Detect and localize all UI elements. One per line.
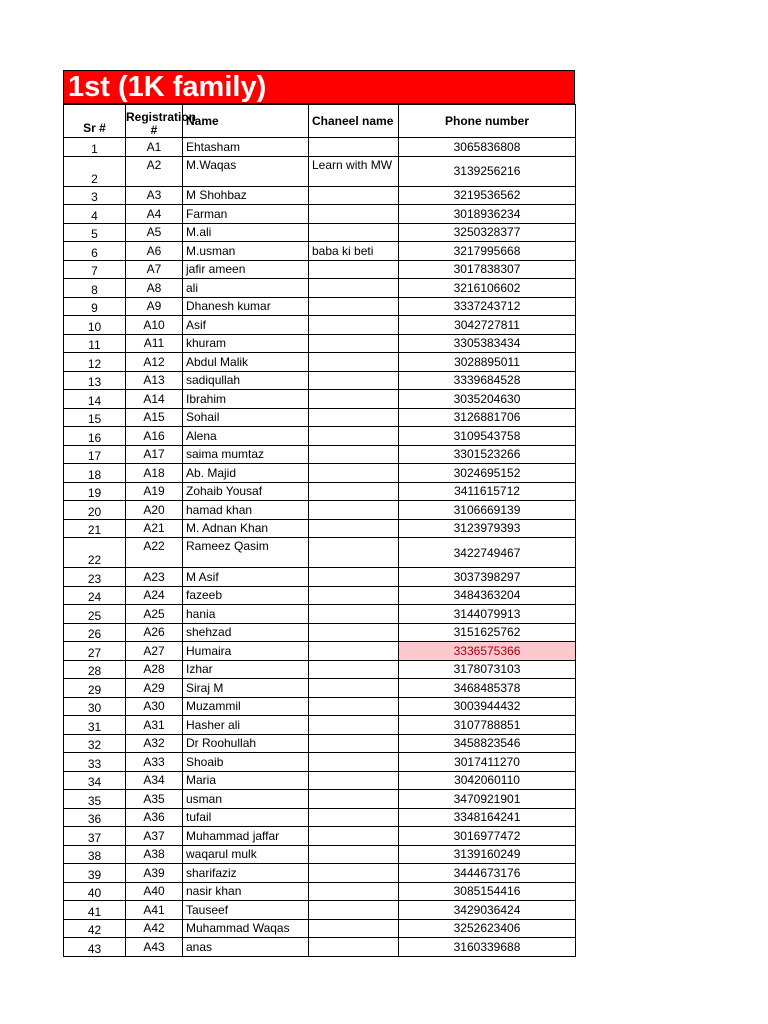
cell-name[interactable]: sharifaziz (183, 864, 309, 883)
cell-name[interactable]: M Shohbaz (183, 186, 309, 205)
cell-name[interactable]: waqarul mulk (183, 845, 309, 864)
cell-phone[interactable]: 3458823546 (399, 734, 576, 753)
table-row (64, 660, 576, 679)
cell-sr[interactable]: 40 (64, 882, 126, 901)
table-row (64, 679, 576, 698)
cell-name[interactable]: Humaira (183, 642, 309, 661)
table-row (64, 919, 576, 938)
cell-channel[interactable] (309, 938, 399, 957)
cell-channel[interactable] (309, 827, 399, 846)
cell-registration[interactable]: A25 (126, 605, 183, 624)
cell-registration[interactable]: A33 (126, 753, 183, 772)
cell-phone[interactable]: 3444673176 (399, 864, 576, 883)
cell-channel[interactable] (309, 568, 399, 587)
cell-channel[interactable] (309, 538, 399, 568)
cell-phone[interactable]: 3028895011 (399, 353, 576, 372)
cell-phone[interactable]: 3217995668 (399, 242, 576, 261)
cell-registration[interactable]: A28 (126, 660, 183, 679)
cell-phone[interactable]: 3042727811 (399, 316, 576, 335)
cell-channel[interactable] (309, 186, 399, 205)
table-row (64, 642, 576, 661)
cell-registration[interactable]: A27 (126, 642, 183, 661)
cell-sr[interactable]: 10 (64, 316, 126, 335)
cell-channel[interactable] (309, 223, 399, 242)
cell-sr[interactable]: 29 (64, 679, 126, 698)
cell-name[interactable]: Muhammad Waqas (183, 919, 309, 938)
cell-registration[interactable]: A39 (126, 864, 183, 883)
table-row (64, 205, 576, 224)
cell-phone[interactable]: 3017838307 (399, 260, 576, 279)
cell-registration[interactable]: A32 (126, 734, 183, 753)
sheet-title-bar (63, 70, 575, 104)
cell-name[interactable]: sadiqullah (183, 371, 309, 390)
cell-registration[interactable]: A7 (126, 260, 183, 279)
cell-channel[interactable] (309, 716, 399, 735)
table-row (64, 519, 576, 538)
table-row (64, 605, 576, 624)
cell-name[interactable]: fazeeb (183, 586, 309, 605)
cell-registration[interactable]: A5 (126, 223, 183, 242)
cell-sr[interactable]: 22 (64, 538, 126, 568)
cell-sr[interactable]: 28 (64, 660, 126, 679)
table-row (64, 445, 576, 464)
cell-name[interactable]: Maria (183, 771, 309, 790)
table-row (64, 156, 576, 186)
table-row (64, 586, 576, 605)
cell-registration[interactable]: A31 (126, 716, 183, 735)
cell-registration[interactable]: A3 (126, 186, 183, 205)
cell-name[interactable]: Ehtasham (183, 138, 309, 157)
cell-sr[interactable]: 23 (64, 568, 126, 587)
cell-sr[interactable]: 2 (64, 156, 126, 186)
cell-channel[interactable] (309, 808, 399, 827)
cell-channel[interactable] (309, 464, 399, 483)
header-phone: Phone number (399, 105, 576, 138)
cell-name[interactable]: hamad khan (183, 501, 309, 520)
cell-phone[interactable]: 3301523266 (399, 445, 576, 464)
cell-registration[interactable]: A12 (126, 353, 183, 372)
header-name: Name (183, 105, 309, 138)
cell-channel[interactable] (309, 642, 399, 661)
cell-channel[interactable] (309, 371, 399, 390)
cell-channel[interactable] (309, 316, 399, 335)
cell-channel[interactable]: baba ki beti (309, 242, 399, 261)
cell-phone[interactable]: 3250328377 (399, 223, 576, 242)
cell-sr[interactable]: 5 (64, 223, 126, 242)
cell-name[interactable]: M. Adnan Khan (183, 519, 309, 538)
cell-sr[interactable]: 17 (64, 445, 126, 464)
cell-phone[interactable]: 3348164241 (399, 808, 576, 827)
cell-name[interactable]: Ab. Majid (183, 464, 309, 483)
table-row (64, 538, 576, 568)
table-row (64, 501, 576, 520)
cell-registration[interactable]: A4 (126, 205, 183, 224)
cell-name[interactable]: Siraj M (183, 679, 309, 698)
cell-phone[interactable]: 3106669139 (399, 501, 576, 520)
table-row (64, 279, 576, 298)
cell-registration[interactable]: A8 (126, 279, 183, 298)
cell-name[interactable]: M.usman (183, 242, 309, 261)
table-row (64, 186, 576, 205)
cell-phone[interactable]: 3123979393 (399, 519, 576, 538)
table-row (64, 260, 576, 279)
cell-name[interactable]: M.ali (183, 223, 309, 242)
cell-sr[interactable]: 36 (64, 808, 126, 827)
cell-name[interactable]: khuram (183, 334, 309, 353)
cell-registration[interactable]: A6 (126, 242, 183, 261)
cell-phone[interactable]: 3126881706 (399, 408, 576, 427)
cell-sr[interactable]: 3 (64, 186, 126, 205)
cell-phone[interactable]: 3065836808 (399, 138, 576, 157)
cell-registration[interactable]: A40 (126, 882, 183, 901)
cell-sr[interactable]: 27 (64, 642, 126, 661)
cell-phone[interactable]: 3305383434 (399, 334, 576, 353)
cell-name[interactable]: Ibrahim (183, 390, 309, 409)
cell-sr[interactable]: 20 (64, 501, 126, 520)
cell-name[interactable]: Abdul Malik (183, 353, 309, 372)
cell-channel[interactable] (309, 660, 399, 679)
sheet-title: 1st (1K family) (68, 70, 267, 103)
table-row (64, 808, 576, 827)
cell-sr[interactable]: 4 (64, 205, 126, 224)
table-row (64, 138, 576, 157)
cell-phone[interactable]: 3037398297 (399, 568, 576, 587)
cell-registration[interactable]: A30 (126, 697, 183, 716)
header-channel: Chaneel name (309, 105, 399, 138)
cell-name[interactable]: Muzammil (183, 697, 309, 716)
cell-phone[interactable]: 3109543758 (399, 427, 576, 446)
table-row (64, 827, 576, 846)
cell-channel[interactable] (309, 260, 399, 279)
cell-phone[interactable]: 3144079913 (399, 605, 576, 624)
table-row (64, 901, 576, 920)
table-row (64, 568, 576, 587)
cell-phone[interactable]: 3178073103 (399, 660, 576, 679)
cell-phone[interactable]: 3337243712 (399, 297, 576, 316)
cell-registration[interactable]: A24 (126, 586, 183, 605)
cell-phone[interactable]: 3042060110 (399, 771, 576, 790)
table-row (64, 482, 576, 501)
table-row (64, 427, 576, 446)
cell-sr[interactable]: 1 (64, 138, 126, 157)
cell-phone[interactable]: 3018936234 (399, 205, 576, 224)
table-row (64, 464, 576, 483)
cell-phone[interactable]: 3470921901 (399, 790, 576, 809)
table-row (64, 316, 576, 335)
cell-sr[interactable]: 37 (64, 827, 126, 846)
cell-registration[interactable]: A10 (126, 316, 183, 335)
cell-sr[interactable]: 13 (64, 371, 126, 390)
cell-registration[interactable]: A19 (126, 482, 183, 501)
table-row (64, 390, 576, 409)
cell-phone[interactable]: 3016977472 (399, 827, 576, 846)
cell-phone[interactable]: 3484363204 (399, 586, 576, 605)
cell-channel[interactable] (309, 919, 399, 938)
cell-channel[interactable] (309, 408, 399, 427)
cell-name[interactable]: hania (183, 605, 309, 624)
cell-phone[interactable]: 3003944432 (399, 697, 576, 716)
cell-channel[interactable] (309, 501, 399, 520)
cell-registration[interactable]: A22 (126, 538, 183, 568)
table-body (64, 138, 576, 957)
cell-sr[interactable]: 7 (64, 260, 126, 279)
cell-registration[interactable]: A21 (126, 519, 183, 538)
cell-channel[interactable] (309, 445, 399, 464)
cell-channel[interactable] (309, 279, 399, 298)
cell-channel[interactable] (309, 753, 399, 772)
cell-channel[interactable] (309, 679, 399, 698)
cell-phone[interactable]: 3017411270 (399, 753, 576, 772)
cell-registration[interactable]: A17 (126, 445, 183, 464)
cell-channel[interactable] (309, 882, 399, 901)
cell-channel[interactable] (309, 790, 399, 809)
table-row (64, 223, 576, 242)
cell-sr[interactable]: 6 (64, 242, 126, 261)
table-row (64, 408, 576, 427)
cell-phone[interactable]: 3139160249 (399, 845, 576, 864)
cell-registration[interactable]: A35 (126, 790, 183, 809)
cell-name[interactable]: anas (183, 938, 309, 957)
cell-phone[interactable]: 3024695152 (399, 464, 576, 483)
cell-sr[interactable]: 18 (64, 464, 126, 483)
cell-registration[interactable]: A37 (126, 827, 183, 846)
cell-channel[interactable]: Learn with MW (309, 156, 399, 186)
cell-registration[interactable]: A34 (126, 771, 183, 790)
table-row (64, 371, 576, 390)
table-row (64, 716, 576, 735)
cell-channel[interactable] (309, 864, 399, 883)
cell-registration[interactable]: A42 (126, 919, 183, 938)
cell-name[interactable]: Shoaib (183, 753, 309, 772)
cell-sr[interactable]: 24 (64, 586, 126, 605)
cell-sr[interactable]: 32 (64, 734, 126, 753)
cell-sr[interactable]: 11 (64, 334, 126, 353)
table-row (64, 864, 576, 883)
cell-name[interactable]: tufail (183, 808, 309, 827)
cell-sr[interactable]: 41 (64, 901, 126, 920)
cell-name[interactable]: Hasher ali (183, 716, 309, 735)
table-row (64, 353, 576, 372)
cell-channel[interactable] (309, 427, 399, 446)
cell-channel[interactable] (309, 353, 399, 372)
table-row (64, 882, 576, 901)
cell-sr[interactable]: 43 (64, 938, 126, 957)
table-row (64, 623, 576, 642)
cell-registration[interactable]: A9 (126, 297, 183, 316)
cell-registration[interactable]: A41 (126, 901, 183, 920)
cell-channel[interactable] (309, 623, 399, 642)
cell-phone[interactable]: 3151625762 (399, 623, 576, 642)
cell-name[interactable]: Rameez Qasim (183, 538, 309, 568)
table-row (64, 771, 576, 790)
cell-sr[interactable]: 12 (64, 353, 126, 372)
table-row (64, 734, 576, 753)
cell-phone[interactable]: 3339684528 (399, 371, 576, 390)
cell-channel[interactable] (309, 297, 399, 316)
cell-registration[interactable]: A2 (126, 156, 183, 186)
cell-name[interactable]: Dr Roohullah (183, 734, 309, 753)
cell-sr[interactable]: 15 (64, 408, 126, 427)
cell-name[interactable]: Sohail (183, 408, 309, 427)
cell-channel[interactable] (309, 771, 399, 790)
cell-phone[interactable]: 3085154416 (399, 882, 576, 901)
cell-name[interactable]: nasir khan (183, 882, 309, 901)
cell-phone[interactable]: 3216106602 (399, 279, 576, 298)
cell-phone[interactable]: 3219536562 (399, 186, 576, 205)
cell-registration[interactable]: A14 (126, 390, 183, 409)
cell-phone[interactable]: 3422749467 (399, 538, 576, 568)
cell-channel[interactable] (309, 697, 399, 716)
table-row (64, 938, 576, 957)
cell-name[interactable]: Muhammad jaffar (183, 827, 309, 846)
cell-name[interactable]: Izhar (183, 660, 309, 679)
cell-name[interactable]: Dhanesh kumar (183, 297, 309, 316)
header-sr: Sr # (64, 105, 126, 138)
cell-phone[interactable]: 3252623406 (399, 919, 576, 938)
spreadsheet (63, 70, 575, 957)
cell-sr[interactable]: 16 (64, 427, 126, 446)
cell-registration[interactable]: A15 (126, 408, 183, 427)
cell-name[interactable]: ali (183, 279, 309, 298)
cell-registration[interactable]: A16 (126, 427, 183, 446)
cell-name[interactable]: Asif (183, 316, 309, 335)
cell-sr[interactable]: 26 (64, 623, 126, 642)
cell-sr[interactable]: 34 (64, 771, 126, 790)
table-row (64, 297, 576, 316)
table-row (64, 697, 576, 716)
cell-sr[interactable]: 39 (64, 864, 126, 883)
cell-sr[interactable]: 14 (64, 390, 126, 409)
cell-sr[interactable]: 33 (64, 753, 126, 772)
header-registration: Registration # (126, 105, 183, 138)
cell-channel[interactable] (309, 482, 399, 501)
cell-sr[interactable]: 9 (64, 297, 126, 316)
cell-name[interactable]: usman (183, 790, 309, 809)
table-row (64, 753, 576, 772)
cell-phone[interactable]: 3035204630 (399, 390, 576, 409)
cell-sr[interactable]: 31 (64, 716, 126, 735)
cell-name[interactable]: jafir ameen (183, 260, 309, 279)
cell-channel[interactable] (309, 138, 399, 157)
cell-channel[interactable] (309, 519, 399, 538)
cell-phone[interactable]: 3160339688 (399, 938, 576, 957)
cell-name[interactable]: M.Waqas (183, 156, 309, 186)
cell-sr[interactable]: 8 (64, 279, 126, 298)
cell-phone[interactable]: 3468485378 (399, 679, 576, 698)
cell-sr[interactable]: 42 (64, 919, 126, 938)
cell-channel[interactable] (309, 901, 399, 920)
cell-name[interactable]: shehzad (183, 623, 309, 642)
table-row (64, 845, 576, 864)
cell-name[interactable]: Tauseef (183, 901, 309, 920)
cell-name[interactable]: Zohaib Yousaf (183, 482, 309, 501)
cell-sr[interactable]: 25 (64, 605, 126, 624)
cell-phone[interactable]: 3139256216 (399, 156, 576, 186)
cell-registration[interactable]: A26 (126, 623, 183, 642)
header-row (64, 105, 576, 138)
table-row (64, 242, 576, 261)
cell-phone[interactable]: 3411615712 (399, 482, 576, 501)
cell-name[interactable]: M Asif (183, 568, 309, 587)
cell-sr[interactable]: 35 (64, 790, 126, 809)
cell-registration[interactable]: A11 (126, 334, 183, 353)
cell-registration[interactable]: A29 (126, 679, 183, 698)
cell-channel[interactable] (309, 390, 399, 409)
cell-registration[interactable]: A20 (126, 501, 183, 520)
cell-channel[interactable] (309, 845, 399, 864)
cell-registration[interactable]: A36 (126, 808, 183, 827)
cell-registration[interactable]: A13 (126, 371, 183, 390)
cell-phone[interactable]: 3107788851 (399, 716, 576, 735)
cell-channel[interactable] (309, 334, 399, 353)
cell-registration[interactable]: A23 (126, 568, 183, 587)
cell-sr[interactable]: 38 (64, 845, 126, 864)
cell-registration[interactable]: A43 (126, 938, 183, 957)
cell-name[interactable]: Farman (183, 205, 309, 224)
cell-phone[interactable]: 3429036424 (399, 901, 576, 920)
cell-channel[interactable] (309, 205, 399, 224)
table-row (64, 790, 576, 809)
cell-registration[interactable]: A1 (126, 138, 183, 157)
cell-channel[interactable] (309, 734, 399, 753)
table-row (64, 334, 576, 353)
cell-sr[interactable]: 21 (64, 519, 126, 538)
cell-name[interactable]: saima mumtaz (183, 445, 309, 464)
cell-name[interactable]: Alena (183, 427, 309, 446)
cell-phone[interactable]: 3336575366 (399, 642, 576, 661)
cell-sr[interactable]: 30 (64, 697, 126, 716)
cell-registration[interactable]: A38 (126, 845, 183, 864)
registration-table (63, 104, 576, 957)
cell-channel[interactable] (309, 605, 399, 624)
cell-channel[interactable] (309, 586, 399, 605)
cell-sr[interactable]: 19 (64, 482, 126, 501)
cell-registration[interactable]: A18 (126, 464, 183, 483)
